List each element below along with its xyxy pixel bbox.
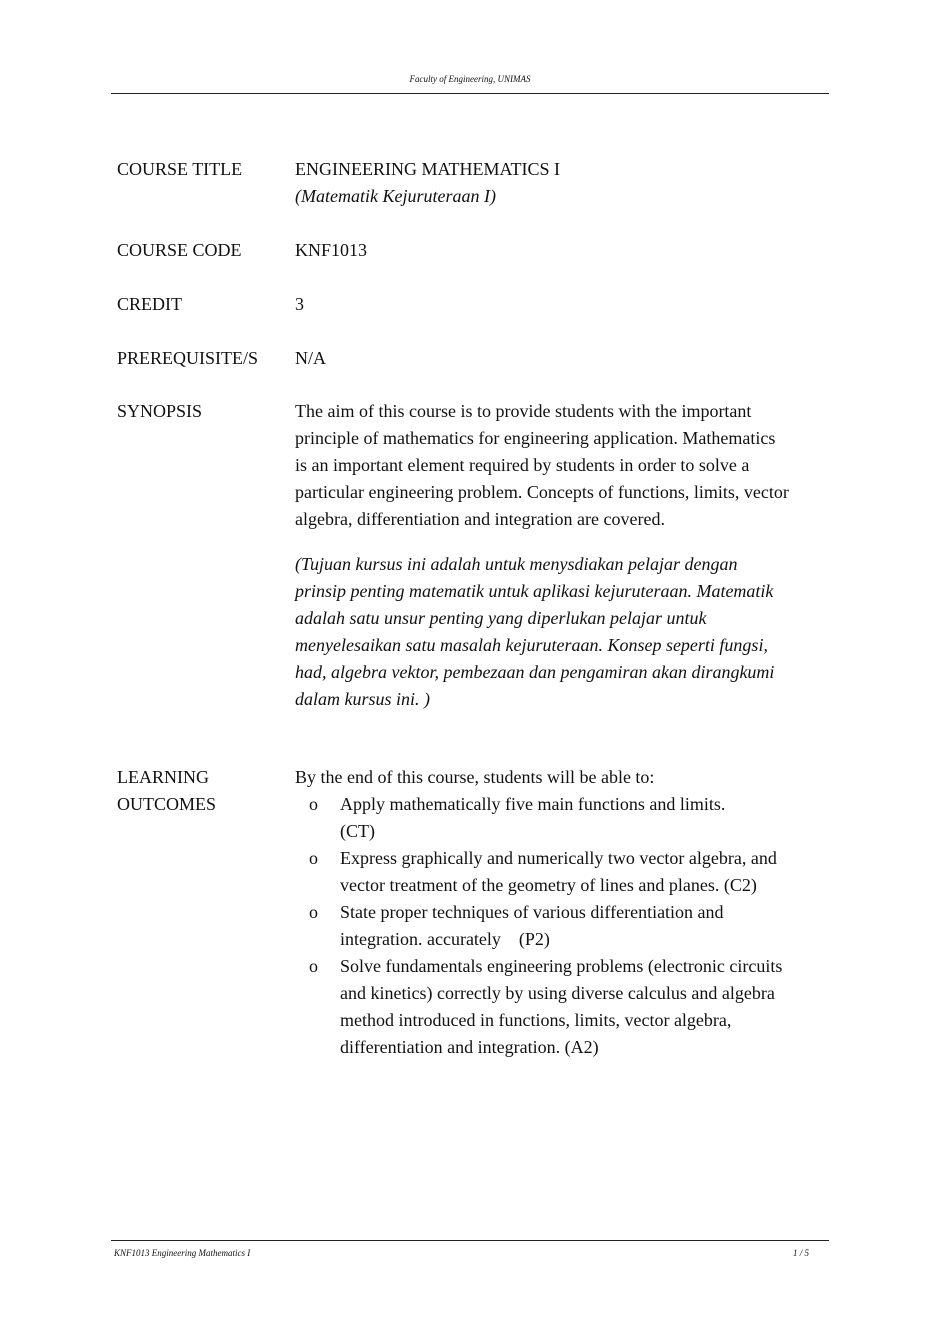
prerequisites-label: PREREQUISITE/S (117, 348, 259, 368)
credit-value: 3 (295, 294, 304, 314)
course-title-label: COURSE TITLE (117, 159, 243, 179)
outcome-text: State proper techniques of various differentiation and integration. accurately (P2) (340, 902, 724, 949)
list-item (295, 845, 785, 899)
synopsis-body (295, 398, 790, 713)
learning-outcomes-list (295, 791, 785, 1061)
learning-outcomes-label (117, 764, 287, 818)
outcome-text: Express graphically and numerically two vector algebra, and vector treatment of the geometry of lines and planes. (C2) (340, 848, 777, 895)
bullet-icon: o (309, 848, 318, 868)
course-title-translation: (Matematik Kejuruteraan I) (295, 186, 496, 206)
course-code-label: COURSE CODE (117, 240, 242, 260)
course-title-value: ENGINEERING MATHEMATICS I (295, 159, 560, 179)
learning-outcomes-intro: By the end of this course, students will be able to: (295, 767, 655, 787)
bullet-icon: o (309, 794, 318, 814)
credit-label: CREDIT (117, 294, 182, 314)
prerequisites-value: N/A (295, 348, 326, 368)
course-title-value-block (295, 156, 795, 210)
learning-outcomes-body (295, 764, 785, 1061)
list-item (295, 791, 785, 845)
page-number: 1 / 5 (792, 1248, 809, 1258)
outcome-text: Apply mathematically five main functions and limits. (CT) (340, 794, 771, 841)
footer-course-name: KNF1013 Engineering Mathematics I (114, 1248, 251, 1258)
list-item (295, 953, 785, 1061)
bullet-icon: o (309, 956, 318, 976)
learning-outcomes-label-line1: LEARNING (117, 767, 209, 787)
list-item (295, 899, 785, 953)
outcome-text: Solve fundamentals engineering problems (electronic circuits and kinetics) correctly by using diverse calculus and algebra method introduced in functions, limits, vector algebra, differentiation and integration. (A2) (340, 956, 783, 1057)
synopsis-english: The aim of this course is to provide students with the important principle of mathematics for engineering application. Mathematics is an important element required by students in order to solve a particular engineering problem. Concepts of functions, limits, vector algebra, differentiation and integration are covered. (295, 401, 789, 529)
page-header: Faculty of Engineering, UNIMAS (409, 74, 531, 84)
course-code-value: KNF1013 (295, 240, 368, 260)
learning-outcomes-label-line2: OUTCOMES (117, 794, 217, 814)
header-divider (111, 93, 829, 94)
footer-divider (111, 1240, 829, 1241)
bullet-icon: o (309, 902, 318, 922)
synopsis-malay: (Tujuan kursus ini adalah untuk menysdiakan pelajar dengan prinsip penting matematik untuk aplikasi kejuruteraan. Matematik adalah satu unsur penting yang diperlukan pelajar untuk menyelesaikan satu masalah kejuruteraan. Konsep seperti fungsi, had, algebra vektor, pembezaan dan pengamiran akan dirangkumi dalam kursus ini. ) (295, 554, 775, 709)
synopsis-label: SYNOPSIS (117, 401, 203, 421)
